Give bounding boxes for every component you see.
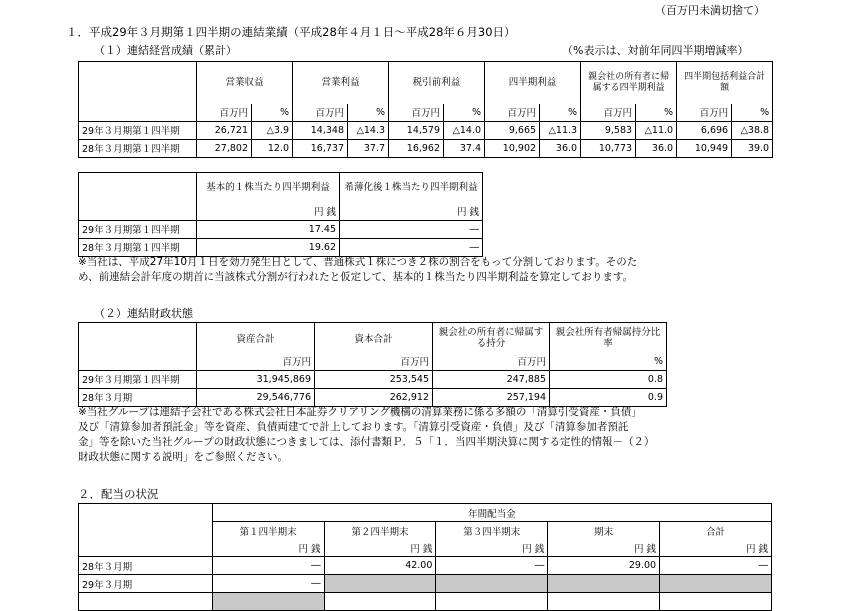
row-label: 29年３月期第１四半期 <box>79 220 197 238</box>
value-cell: 16,737 <box>293 139 348 157</box>
fp-note-line3: 金」等を除いた当社グループの財政状態につきましては、添付書類Ｐ．５「１．当四半期決算に関する定性的情報－（２） <box>78 436 655 448</box>
col-comprehensive-income: 四半期包括利益合計額 <box>677 62 773 104</box>
fp-note-line2: 及び「清算参加者預託金」等を資産、負債両建てで計上しております。「清算引受資産・負債」及び「清算参加者預託 <box>78 421 629 433</box>
row-label: 28年３月期第１四半期 <box>79 139 197 157</box>
value-cell: 10,773 <box>581 139 636 157</box>
dividends-table <box>78 503 772 611</box>
value-cell: 37.4 <box>444 139 485 157</box>
unit-cell: 百万円 <box>293 104 348 122</box>
value-cell: 9,583 <box>581 121 636 139</box>
table-row <box>79 388 667 406</box>
row-label: 28年３月期 <box>79 557 213 575</box>
row-label: 29年３月期第１四半期 <box>79 121 197 139</box>
value-cell: 29.00 <box>548 557 660 575</box>
unit-cell: 百万円 <box>485 104 540 122</box>
col-q2-end: 第２四半期末 <box>324 522 436 540</box>
value-cell: 29,546,776 <box>197 388 315 406</box>
row-label: 28年３月期 <box>79 388 197 406</box>
eps-table <box>78 172 483 257</box>
table-row <box>79 121 773 139</box>
unit-cell: % <box>550 353 667 371</box>
value-cell: 253,545 <box>315 370 433 388</box>
unit-cell: 円 銭 <box>548 539 660 557</box>
shaded-cell <box>436 575 548 593</box>
col-total-equity: 資本合計 <box>315 323 433 353</box>
row-label: 29年３月期 <box>79 575 213 593</box>
col-q1-end: 第１四半期末 <box>212 522 324 540</box>
unit-cell: 百万円 <box>677 104 732 122</box>
unit-cell: 百万円 <box>197 353 315 371</box>
col-diluted-eps: 希薄化後１株当たり四半期利益 <box>340 173 483 203</box>
value-cell: △38.8 <box>732 121 773 139</box>
percent-note: （%表示は、対前年同四半期増減率） <box>562 44 749 57</box>
col-total-assets: 資産合計 <box>197 323 315 353</box>
value-cell: △14.0 <box>444 121 485 139</box>
unit-cell: % <box>732 104 773 122</box>
col-q3-end: 第３四半期末 <box>436 522 548 540</box>
col-owners-equity: 親会社の所有者に帰属する持分 <box>433 323 550 353</box>
fp-note-line1: ※当社グループは連結子会社である株式会社日本証券クリアリング機構の清算業務に係る多額の「清算引受資産・負債」 <box>78 406 642 418</box>
unit-cell: 円 銭 <box>212 539 324 557</box>
value-cell: ― <box>212 575 324 593</box>
eps-note-line1: ※当社は、平成27年10月１日を効力発生日として、普通株式１株につき２株の割合をもって分割しております。そのた <box>78 256 638 268</box>
value-cell: 37.7 <box>348 139 389 157</box>
value-cell: 6,696 <box>677 121 732 139</box>
value-cell: ― <box>436 557 548 575</box>
value-cell: 19.62 <box>197 238 340 256</box>
value-cell: 14,348 <box>293 121 348 139</box>
value-cell: 26,721 <box>197 121 252 139</box>
value-cell: △11.3 <box>540 121 581 139</box>
value-cell: 0.9 <box>550 388 667 406</box>
value-cell: ― <box>340 220 483 238</box>
value-cell: 14,579 <box>389 121 444 139</box>
table-row <box>79 557 772 575</box>
unit-cell: 円 銭 <box>340 203 483 221</box>
value-cell: 257,194 <box>433 388 550 406</box>
col-operating-revenue: 営業収益 <box>197 62 293 104</box>
value-cell: 31,945,869 <box>197 370 315 388</box>
row-label: 28年３月期第１四半期 <box>79 238 197 256</box>
section1-subtitle: （１）連結経営成績（累計） <box>94 44 237 57</box>
shaded-cell <box>324 575 436 593</box>
col-basic-eps: 基本的１株当たり四半期利益 <box>197 173 340 203</box>
value-cell: △14.3 <box>348 121 389 139</box>
table-row <box>79 139 773 157</box>
eps-note-line2: め、前連結会計年度の期首に当該株式分割が行われたと仮定して、基本的１株当たり四半期利益を算定しております。 <box>78 271 634 283</box>
unit-row <box>79 104 773 122</box>
table-row <box>79 238 483 256</box>
col-annual-dividend: 年間配当金 <box>212 504 771 522</box>
unit-cell: 百万円 <box>581 104 636 122</box>
value-cell: 12.0 <box>252 139 293 157</box>
col-pretax-income: 税引前利益 <box>389 62 485 104</box>
value-cell: 39.0 <box>732 139 773 157</box>
value-cell: ― <box>660 557 772 575</box>
table-row-partial <box>79 593 772 611</box>
value-cell: 247,885 <box>433 370 550 388</box>
col-year-end: 期末 <box>548 522 660 540</box>
value-cell: △3.9 <box>252 121 293 139</box>
fp-note-line4: 財政状態に関する説明」をご参照ください。 <box>78 451 288 463</box>
value-cell: 0.8 <box>550 370 667 388</box>
value-cell: 16,962 <box>389 139 444 157</box>
corner-cell <box>79 62 197 104</box>
value-cell: △11.0 <box>636 121 677 139</box>
value-cell: ― <box>340 238 483 256</box>
section3-title: ２．配当の状況 <box>78 487 159 501</box>
value-cell: 10,902 <box>485 139 540 157</box>
operating-results-table <box>78 61 773 158</box>
unit-cell: % <box>348 104 389 122</box>
section1-title: １．平成29年３月期第１四半期の連結業績（平成28年４月１日～平成28年６月30日） <box>66 25 516 39</box>
shaded-cell <box>660 575 772 593</box>
unit-cell: 百万円 <box>433 353 550 371</box>
value-cell: 27,802 <box>197 139 252 157</box>
unit-cell: 円 銭 <box>436 539 548 557</box>
value-cell: 17.45 <box>197 220 340 238</box>
table-row <box>79 575 772 593</box>
col-owners-income: 親会社の所有者に帰属する四半期利益 <box>581 62 677 104</box>
financial-position-table <box>78 322 667 407</box>
unit-cell: % <box>252 104 293 122</box>
section2-subtitle: （２）連結財政状態 <box>94 307 193 320</box>
unit-note: （百万円未満切捨て） <box>655 4 765 17</box>
col-total: 合計 <box>660 522 772 540</box>
col-equity-ratio: 親会社所有者帰属持分比率 <box>550 323 667 353</box>
unit-cell: % <box>540 104 581 122</box>
col-operating-income: 営業利益 <box>293 62 389 104</box>
value-cell: 36.0 <box>636 139 677 157</box>
table-row <box>79 220 483 238</box>
unit-cell: % <box>636 104 677 122</box>
shaded-cell <box>548 575 660 593</box>
unit-cell: % <box>444 104 485 122</box>
row-label: 29年３月期第１四半期 <box>79 370 197 388</box>
value-cell: 42.00 <box>324 557 436 575</box>
unit-cell: 円 銭 <box>197 203 340 221</box>
unit-cell: 百万円 <box>315 353 433 371</box>
table-row <box>79 370 667 388</box>
value-cell: 36.0 <box>540 139 581 157</box>
unit-cell: 百万円 <box>197 104 252 122</box>
value-cell: 10,949 <box>677 139 732 157</box>
unit-cell: 円 銭 <box>324 539 436 557</box>
unit-cell: 円 銭 <box>660 539 772 557</box>
value-cell: ― <box>212 557 324 575</box>
col-quarterly-income: 四半期利益 <box>485 62 581 104</box>
unit-cell: 百万円 <box>389 104 444 122</box>
value-cell: 262,912 <box>315 388 433 406</box>
value-cell: 9,665 <box>485 121 540 139</box>
